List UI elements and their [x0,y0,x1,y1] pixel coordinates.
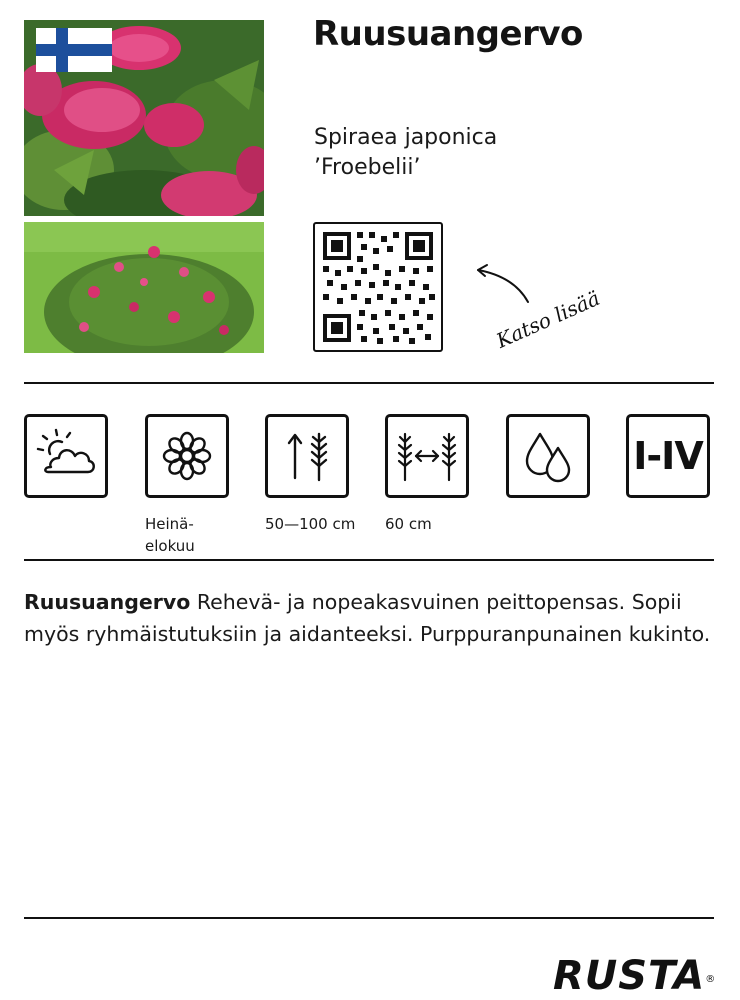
plant-spacing: 60 cm [385,515,432,533]
divider [24,917,714,919]
rusta-logo: RUSTA® [553,953,717,999]
zone-icon [626,414,710,498]
height-icon [265,414,349,498]
shrub-photo [24,222,264,353]
spacing-icon [385,414,469,498]
description-body: Rehevä- ja nopeakasvuinen peittopensas. Sopii myös ryhmäistutuksiin ja aidanteeksi. Purppuranpunainen kukinto. [24,590,711,646]
bloom-time: Heinä- elokuu [145,515,195,555]
finnish-flag-icon [36,28,112,72]
plant-height: 50—100 cm [265,515,356,533]
divider [24,559,714,561]
description [24,586,714,650]
divider [24,382,714,384]
qr-code[interactable] [313,222,443,352]
partial-sun-icon [24,414,108,498]
product-title: Ruusuangervo [313,14,583,54]
water-drops-icon [506,414,590,498]
cultivar-name-line: ’Froebelii’ [314,155,421,180]
latin-name-line: Spiraea japonica [314,125,498,150]
trademark-symbol: ® [705,974,717,985]
description-lead: Ruusuangervo [24,590,191,614]
see-more-note: Katso lisää [492,285,604,353]
latin-name [314,123,497,183]
flower-icon [145,414,229,498]
hardiness-zone: I-IV [633,434,703,478]
